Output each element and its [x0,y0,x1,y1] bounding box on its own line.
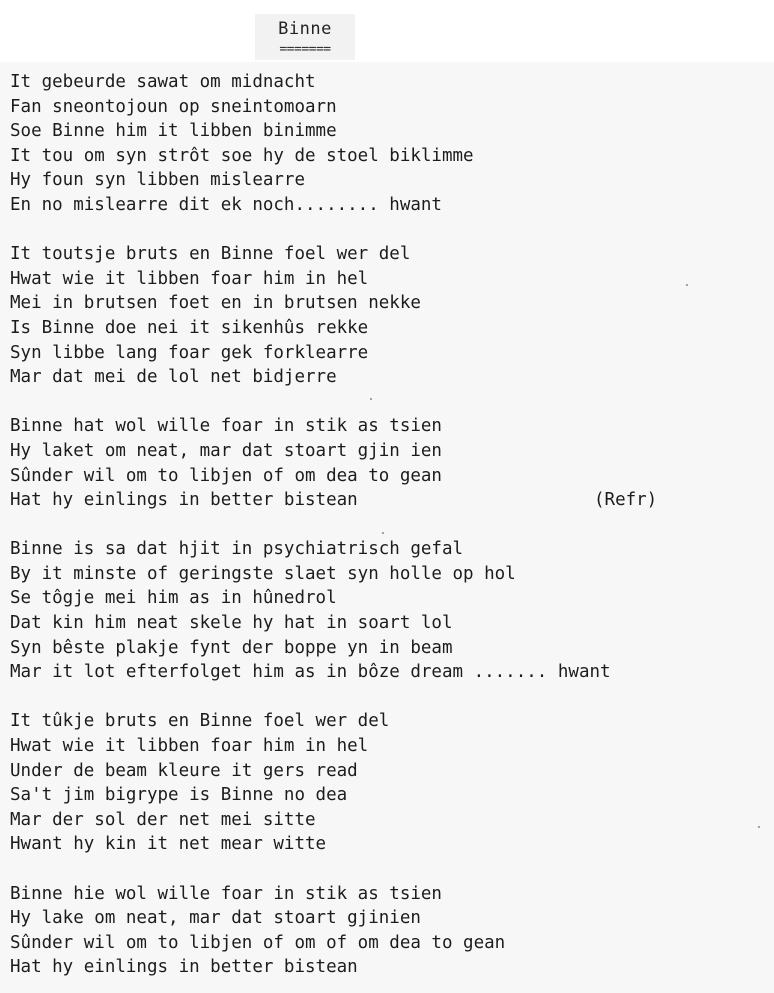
title-strip [0,0,774,62]
poem-line: Sûnder wil om to libjen of om dea to gean [10,465,442,486]
poem-line: Hwat wie it libben foar him in hel [10,736,369,757]
poem-line: It tûkje bruts en Binne foel wer del [10,711,390,732]
poem-line: Dat kin him neat skele hy hat in soart lol [10,613,453,634]
poem-line: Sûnder wil om to libjen of om of om dea to gean [10,932,506,953]
poem-line: Mar it lot efterfolget him as in bôze dream ....... hwant [10,662,611,683]
stanza [10,242,770,390]
stanza [10,537,770,685]
stanza-gap [10,857,770,882]
stanza-gap [10,685,770,710]
stanza-gap [10,218,770,243]
document-title: Binne [278,19,332,39]
poem-line: Syn bêste plakje fynt der boppe yn in beam [10,637,453,658]
poem-line: Hy lake om neat, mar dat stoart gjinien [10,908,421,929]
stanza [10,709,770,857]
poem-line: It gebeurde sawat om midnacht [10,72,316,92]
poem-line: Mar der sol der net mei sitte [10,809,316,830]
poem-line: Hy foun syn libben mislearre [10,170,306,191]
stanza-gap [10,390,770,415]
poem-line: Hat hy einlings in better bistean [10,490,358,511]
paper-speck [382,532,384,534]
poem-line: Hwat wie it libben foar him in hel [10,268,369,289]
poem-line: Soe Binne him it libben binimme [10,121,337,142]
poem-line: It toutsje bruts en Binne foel wer del [10,244,411,265]
poem-body [10,70,770,980]
poem-line: It tou om syn strôt soe hy de stoel biklimme [10,145,474,166]
paper-speck [758,826,760,828]
poem-line: Is Binne doe nei it sikenhûs rekke [10,317,369,338]
stanza [10,882,770,980]
title-underline: ======= [279,42,331,57]
title-box [255,14,355,60]
poem-line: Mar dat mei de lol net bidjerre [10,367,337,388]
stanza [10,70,770,218]
poem-line: Hwant hy kin it net mear witte [10,834,327,855]
refrain-marker: (Refr) [594,490,658,511]
poem-line: Sa't jim bigrype is Binne no dea [10,785,348,806]
poem-line: Hat hy einlings in better bistean [10,957,358,978]
paper-speck [370,398,372,400]
poem-line: Binne hat wol wille foar in stik as tsien [10,416,442,437]
poem-line: Binne hie wol wille foar in stik as tsien [10,883,442,904]
poem-line: Fan sneontojoun op sneintomoarn [10,96,337,117]
poem-line: Hy laket om neat, mar dat stoart gjin ien [10,440,442,461]
poem-line: Mei in brutsen foet en in brutsen nekke [10,293,421,314]
poem-line: En no mislearre dit ek noch........ hwant [10,194,442,215]
stanza-gap [10,513,770,538]
poem-line: Se tôgje mei him as in hûnedrol [10,588,337,609]
stanza [10,414,770,512]
paper-speck [686,284,688,286]
poem-line: By it minste of geringste slaet syn holle op hol [10,563,516,584]
poem-line: Binne is sa dat hjit in psychiatrisch gefal [10,539,464,560]
poem-line: Under de beam kleure it gers read [10,760,358,781]
poem-line: Syn libbe lang foar gek forklearre [10,342,369,363]
